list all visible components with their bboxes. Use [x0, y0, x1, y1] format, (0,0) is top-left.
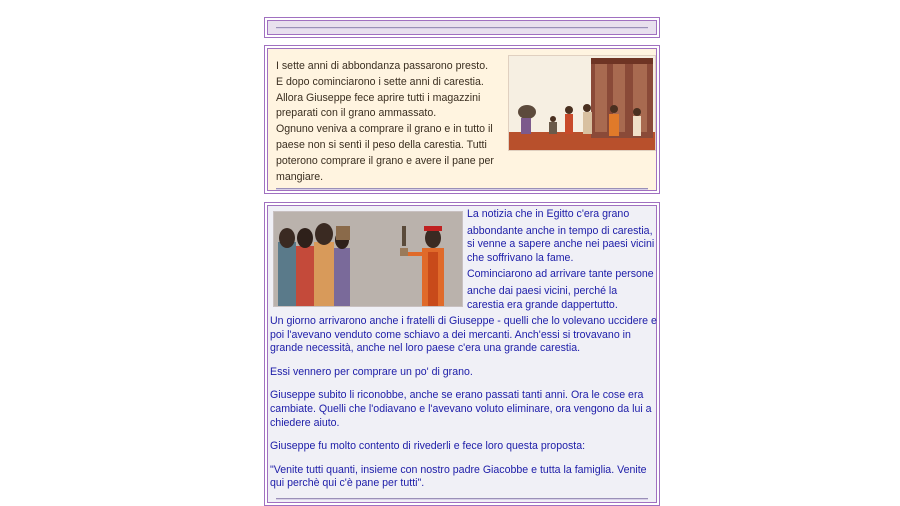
text-line: Giuseppe fu molto contento di rivederli e fece loro questa proposta: [270, 440, 586, 453]
text-line: Ognuno veniva a comprare il grano e in tutto il [276, 123, 493, 136]
paragraph [270, 366, 658, 380]
story-panel-2 [264, 202, 660, 506]
story-text-2-body [270, 315, 658, 501]
text-line: chiedere aiuto. [270, 416, 340, 429]
text-line: carestia era grande dappertutto. [467, 298, 618, 311]
text-line: Un giorno arrivarono anche i fratelli di Giuseppe - quelli che lo volevano uccidere e [270, 315, 657, 327]
divider-line [276, 188, 648, 190]
illustration-granary [508, 55, 656, 151]
text-line: Giuseppe subito li riconobbe, anche se erano passati tanti anni. Ora le cose era [270, 389, 644, 402]
text-line: mangiare. [276, 170, 324, 183]
top-header-bar [264, 17, 660, 38]
text-line: La notizia che in Egitto c'era grano [467, 208, 630, 220]
text-line: qui perchè qui c'è pane per tutti". [270, 477, 425, 490]
text-line: poi l'avevano venduto come schiavo a dei mercanti. Anch'essi si trovavano in [270, 328, 631, 341]
text-line: Essi vennero per comprare un po' di grano. [270, 365, 473, 378]
text-line: Allora Giuseppe fece aprire tutti i magazzini [276, 91, 481, 104]
paragraph [270, 389, 658, 430]
text-line: "Venite tutti quanti, insieme con nostro padre Giacobbe e tutta la famiglia. Venite [270, 463, 647, 476]
text-line: poterono comprare il grano e avere il pane per [276, 154, 494, 167]
text-line: cambiate. Quelli che l'odiavano e l'avevano voluto eliminare, ora vengono da lui a [270, 402, 652, 415]
story-text-2-side [467, 208, 659, 312]
story-text-1 [276, 59, 504, 185]
divider-line [276, 27, 648, 29]
paragraph [270, 440, 658, 454]
text-line: preparati con il grano ammassato. [276, 107, 437, 120]
paragraph [270, 464, 658, 491]
text-line: che soffrivano la fame. [467, 251, 574, 264]
illustration-granary-art [509, 56, 655, 150]
story-panel-1 [264, 45, 660, 194]
text-line: E dopo cominciarono i sette anni di carestia. [276, 75, 484, 88]
illustration-brothers [273, 211, 463, 307]
text-line: si venne a sapere anche nei paesi vicini [467, 238, 655, 251]
text-line: I sette anni di abbondanza passarono presto. [276, 60, 489, 72]
top-header-bar-inner [267, 20, 657, 35]
text-line: Cominciarono ad arrivare tante persone [467, 268, 654, 281]
story-panel-1-inner [267, 48, 657, 191]
story-panel-2-inner [267, 205, 657, 503]
text-line: abbondante anche in tempo di carestia, [467, 224, 653, 237]
text-line: paese non si sentì il peso della carestia. Tutti [276, 138, 487, 151]
illustration-brothers-art [274, 212, 462, 306]
divider-line [276, 498, 648, 500]
paragraph [270, 315, 658, 356]
text-line: grande necessità, anche nel loro paese c'era una grande carestia. [270, 342, 581, 355]
text-line: anche dai paesi vicini, perché la [467, 284, 618, 297]
